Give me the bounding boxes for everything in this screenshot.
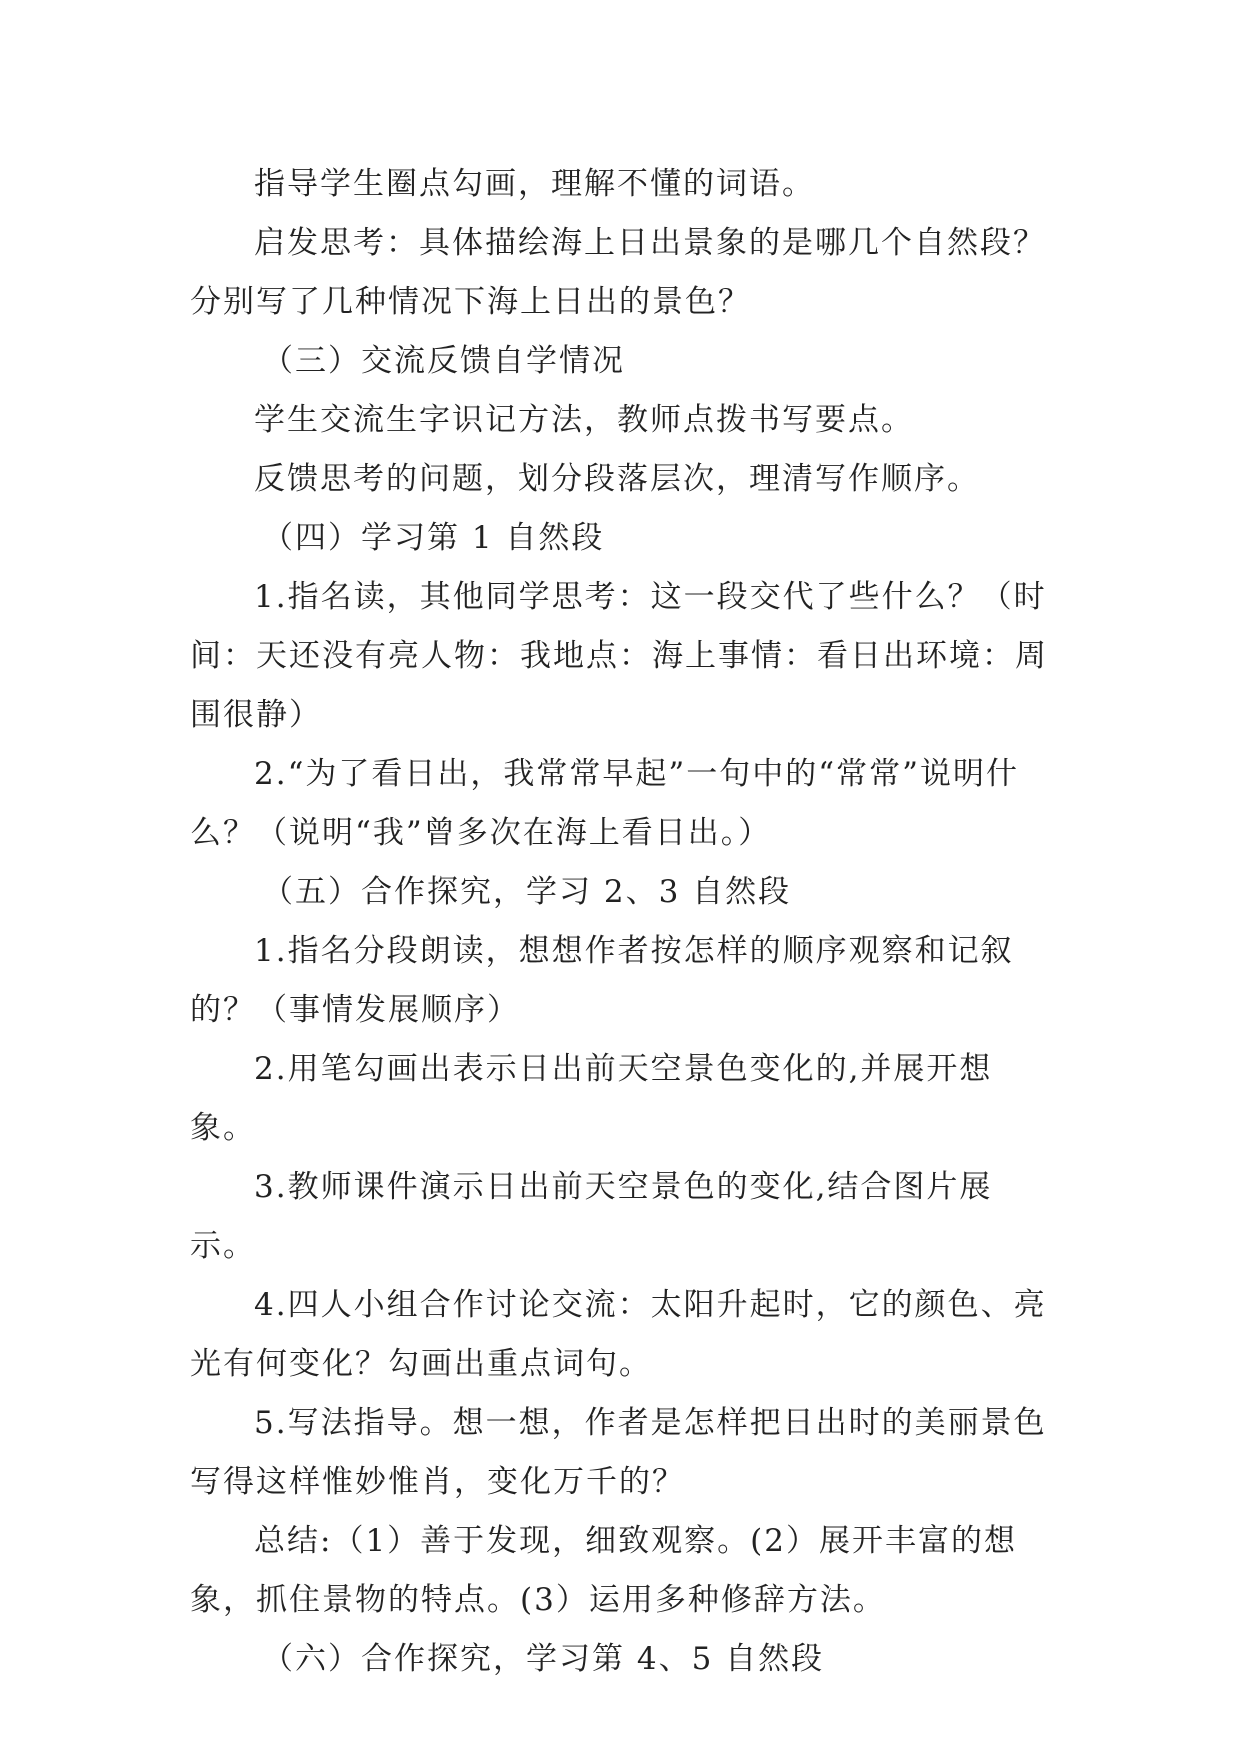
section-heading: （三）交流反馈自学情况 bbox=[262, 343, 625, 379]
paragraph: 4.四人小组合作讨论交流：太阳升起时，它的颜色、亮光有何变化？勾画出重点词句。 bbox=[190, 1287, 1047, 1382]
document-body bbox=[190, 155, 1052, 1689]
paragraph: 学生交流生字识记方法，教师点拨书写要点。 bbox=[254, 402, 914, 438]
paragraph: 1.指名读，其他同学思考：这一段交代了些什么？（时间：天还没有亮人物：我地点：海上事情：看日出环境：周围很静） bbox=[190, 579, 1048, 733]
paragraph: 3.教师课件演示日出前天空景色的变化,结合图片展示。 bbox=[190, 1169, 993, 1264]
section-heading: （六）合作探究，学习第 4、5 自然段 bbox=[262, 1641, 825, 1677]
paragraph: 指导学生圈点勾画，理解不懂的词语。 bbox=[254, 166, 815, 202]
paragraph: 5.写法指导。想一想，作者是怎样把日出时的美丽景色写得这样惟妙惟肖，变化万千的？ bbox=[190, 1405, 1047, 1500]
paragraph: 总结:（1）善于发现，细致观察。(2）展开丰富的想象，抓住景物的特点。(3）运用多种修辞方法。 bbox=[190, 1523, 1017, 1618]
section-heading: （四）学习第 1 自然段 bbox=[262, 520, 605, 556]
paragraph: 2.“为了看日出，我常常早起”一句中的“常常”说明什么？（说明“我”曾多次在海上看日出。） bbox=[190, 756, 1019, 851]
paragraph: 2.用笔勾画出表示日出前天空景色变化的,并展开想象。 bbox=[190, 1051, 993, 1146]
paragraph: 启发思考：具体描绘海上日出景象的是哪几个自然段？分别写了几种情况下海上日出的景色？ bbox=[190, 225, 1046, 320]
section-heading: （五）合作探究，学习 2、3 自然段 bbox=[262, 874, 792, 910]
paragraph: 反馈思考的问题，划分段落层次，理清写作顺序。 bbox=[254, 461, 980, 497]
paragraph: 1.指名分段朗读，想想作者按怎样的顺序观察和记叙的？（事情发展顺序） bbox=[190, 933, 1014, 1028]
